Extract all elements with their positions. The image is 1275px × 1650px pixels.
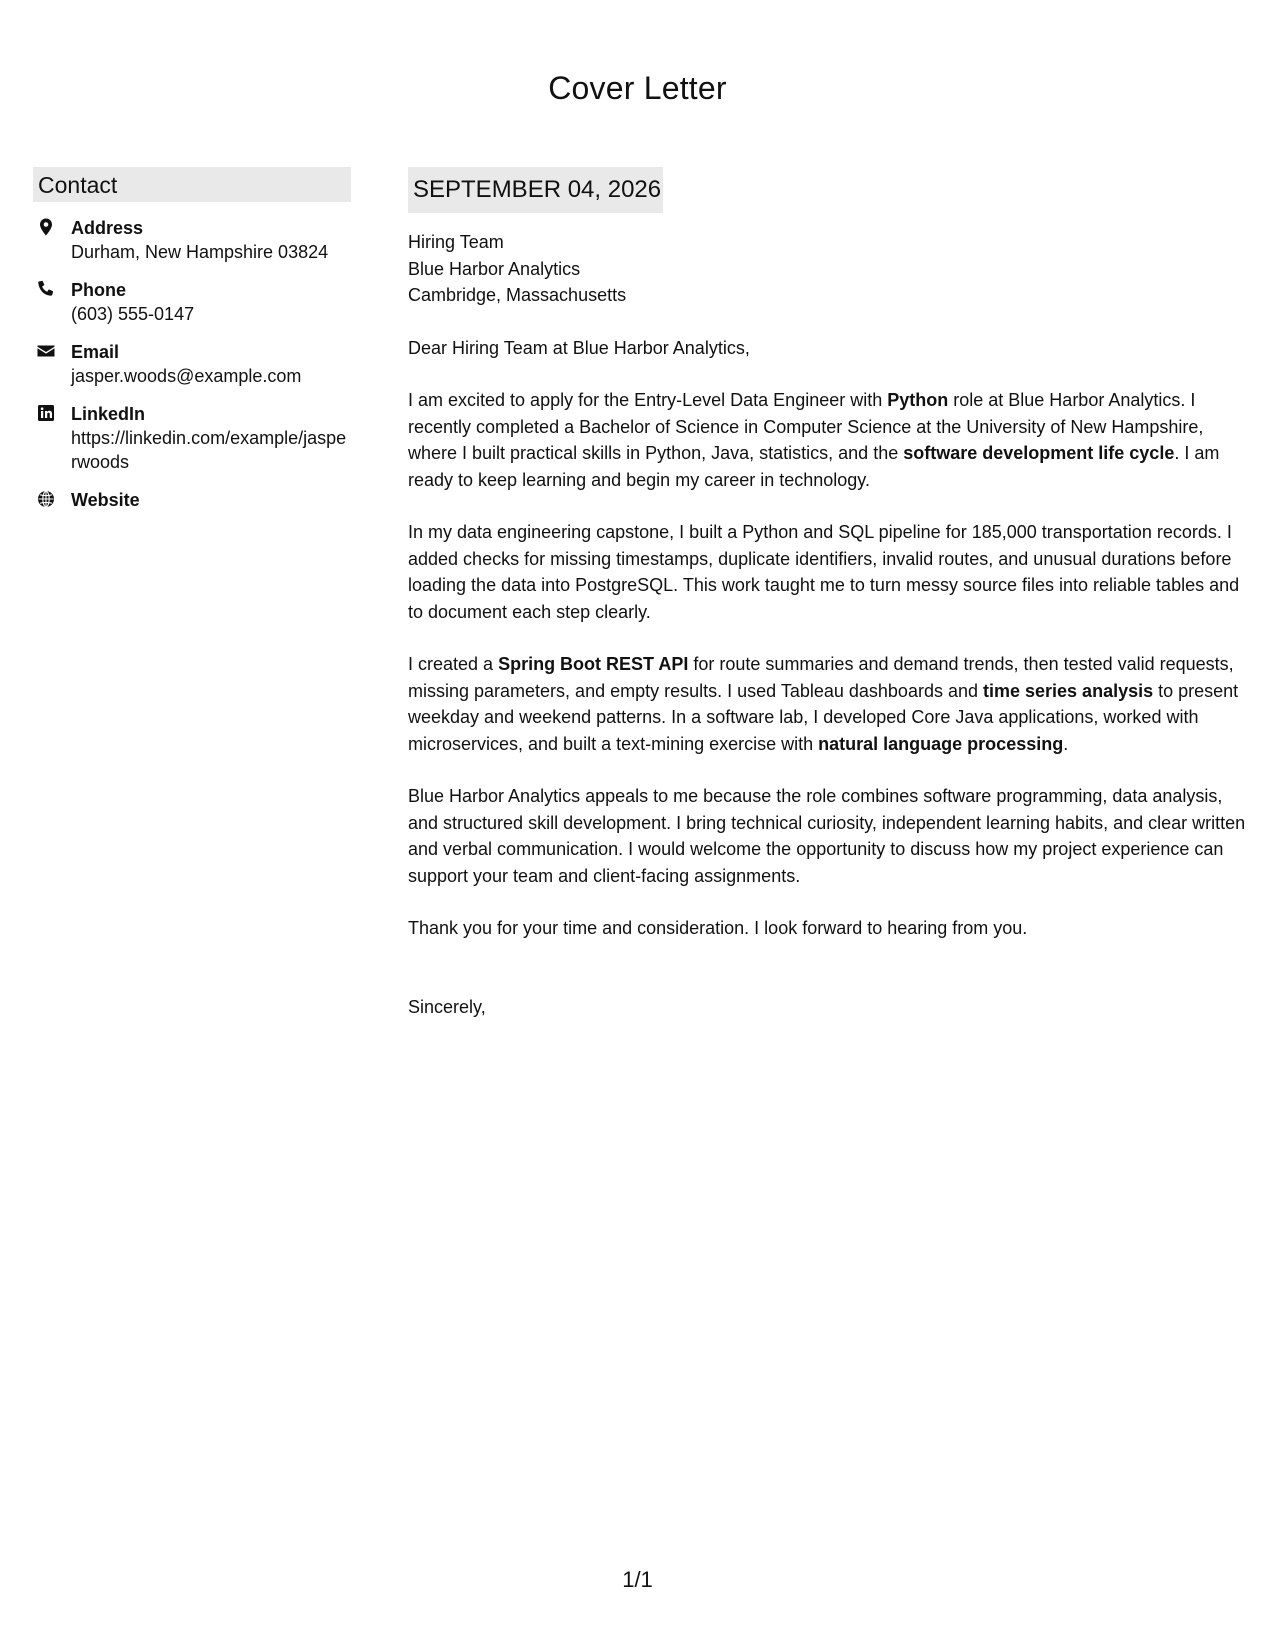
contact-item-email bbox=[33, 340, 351, 388]
contact-item-website bbox=[33, 488, 351, 512]
phone-icon bbox=[36, 279, 56, 299]
contact-item-linkedin bbox=[33, 402, 351, 474]
salutation: Dear Hiring Team at Blue Harbor Analytics, bbox=[408, 337, 750, 358]
recipient-line: Hiring Team bbox=[408, 232, 504, 252]
contact-heading: Contact bbox=[33, 167, 351, 202]
text-span: for route summaries and demand trends, then tested valid requests, missing parameters, and empty results. I used Tableau dashboards and bbox=[408, 654, 1234, 701]
bold-keyword: Python bbox=[887, 390, 949, 410]
address-value: Durham, New Hampshire 03824 bbox=[71, 242, 329, 262]
paragraph-intro bbox=[408, 387, 1246, 493]
document-title: Cover Letter bbox=[548, 70, 727, 106]
paragraph-thanks: Thank you for your time and consideration. I look forward to hearing from you. bbox=[408, 918, 1028, 938]
map-pin-icon bbox=[36, 217, 56, 237]
linkedin-value[interactable]: https://linkedin.com/example/jasperwoods bbox=[71, 428, 347, 472]
bold-keyword: software development life cycle bbox=[903, 443, 1175, 463]
closing: Sincerely, bbox=[408, 996, 486, 1017]
envelope-icon bbox=[36, 341, 56, 361]
text-span: . I am ready to keep learning and begin my career in technology. bbox=[408, 443, 1220, 490]
recipient-company: Blue Harbor Analytics bbox=[408, 258, 581, 279]
text-span: I created a bbox=[408, 654, 499, 674]
contact-item-address bbox=[33, 216, 351, 264]
text-span: role at Blue Harbor Analytics. I recently completed a Bachelor of Science in Computer Science at the University of New Hampshire, where I built practical skills in Python, Java, statistics, and the bbox=[408, 390, 1204, 463]
letter-date: SEPTEMBER 04, 2026 bbox=[408, 167, 663, 213]
text-span: . bbox=[1063, 733, 1069, 754]
email-value[interactable]: jasper.woods@example.com bbox=[71, 366, 302, 386]
linkedin-label: LinkedIn bbox=[71, 404, 146, 424]
phone-label: Phone bbox=[71, 280, 127, 300]
contact-item-phone bbox=[33, 278, 351, 326]
paragraph-capstone: In my data engineering capstone, I built a Python and SQL pipeline for 185,000 transportation records. I added checks for missing timestamps, duplicate identifiers, invalid routes, and unusual durations before loading the data into PostgreSQL. This work taught me to turn messy source files into reliable tables and to document each step clearly. bbox=[408, 522, 1240, 622]
phone-value: (603) 555-0147 bbox=[71, 304, 195, 324]
email-label: Email bbox=[71, 342, 120, 362]
bold-keyword: Spring Boot REST API bbox=[498, 654, 689, 674]
website-label: Website bbox=[71, 490, 140, 510]
bold-keyword: natural language processing bbox=[818, 733, 1064, 754]
linkedin-icon bbox=[36, 403, 56, 423]
page-number: 1/1 bbox=[622, 1567, 653, 1592]
address-label: Address bbox=[71, 218, 144, 238]
paragraph-projects bbox=[408, 651, 1246, 757]
globe-icon bbox=[36, 489, 56, 509]
paragraph-motivation: Blue Harbor Analytics appeals to me because the role combines software programming, data analysis, and structured skill development. I bring technical curiosity, independent learning habits, and clear written and verbal communication. I would welcome the opportunity to discuss how my project experience can support your team and client-facing assignments. bbox=[408, 786, 1246, 886]
contact-sidebar bbox=[33, 167, 351, 526]
letter-body bbox=[408, 167, 1246, 1046]
recipient-location: Cambridge, Massachusetts bbox=[408, 285, 627, 305]
text-span: to present weekday and weekend patterns. In a software lab, I developed Core Java applications, worked with microservices, and built a text-mining exercise with bbox=[408, 680, 1239, 754]
recipient-block bbox=[408, 229, 1246, 309]
bold-keyword: time series analysis bbox=[983, 680, 1154, 701]
text-span: I am excited to apply for the Entry-Level Data Engineer with bbox=[408, 390, 888, 410]
